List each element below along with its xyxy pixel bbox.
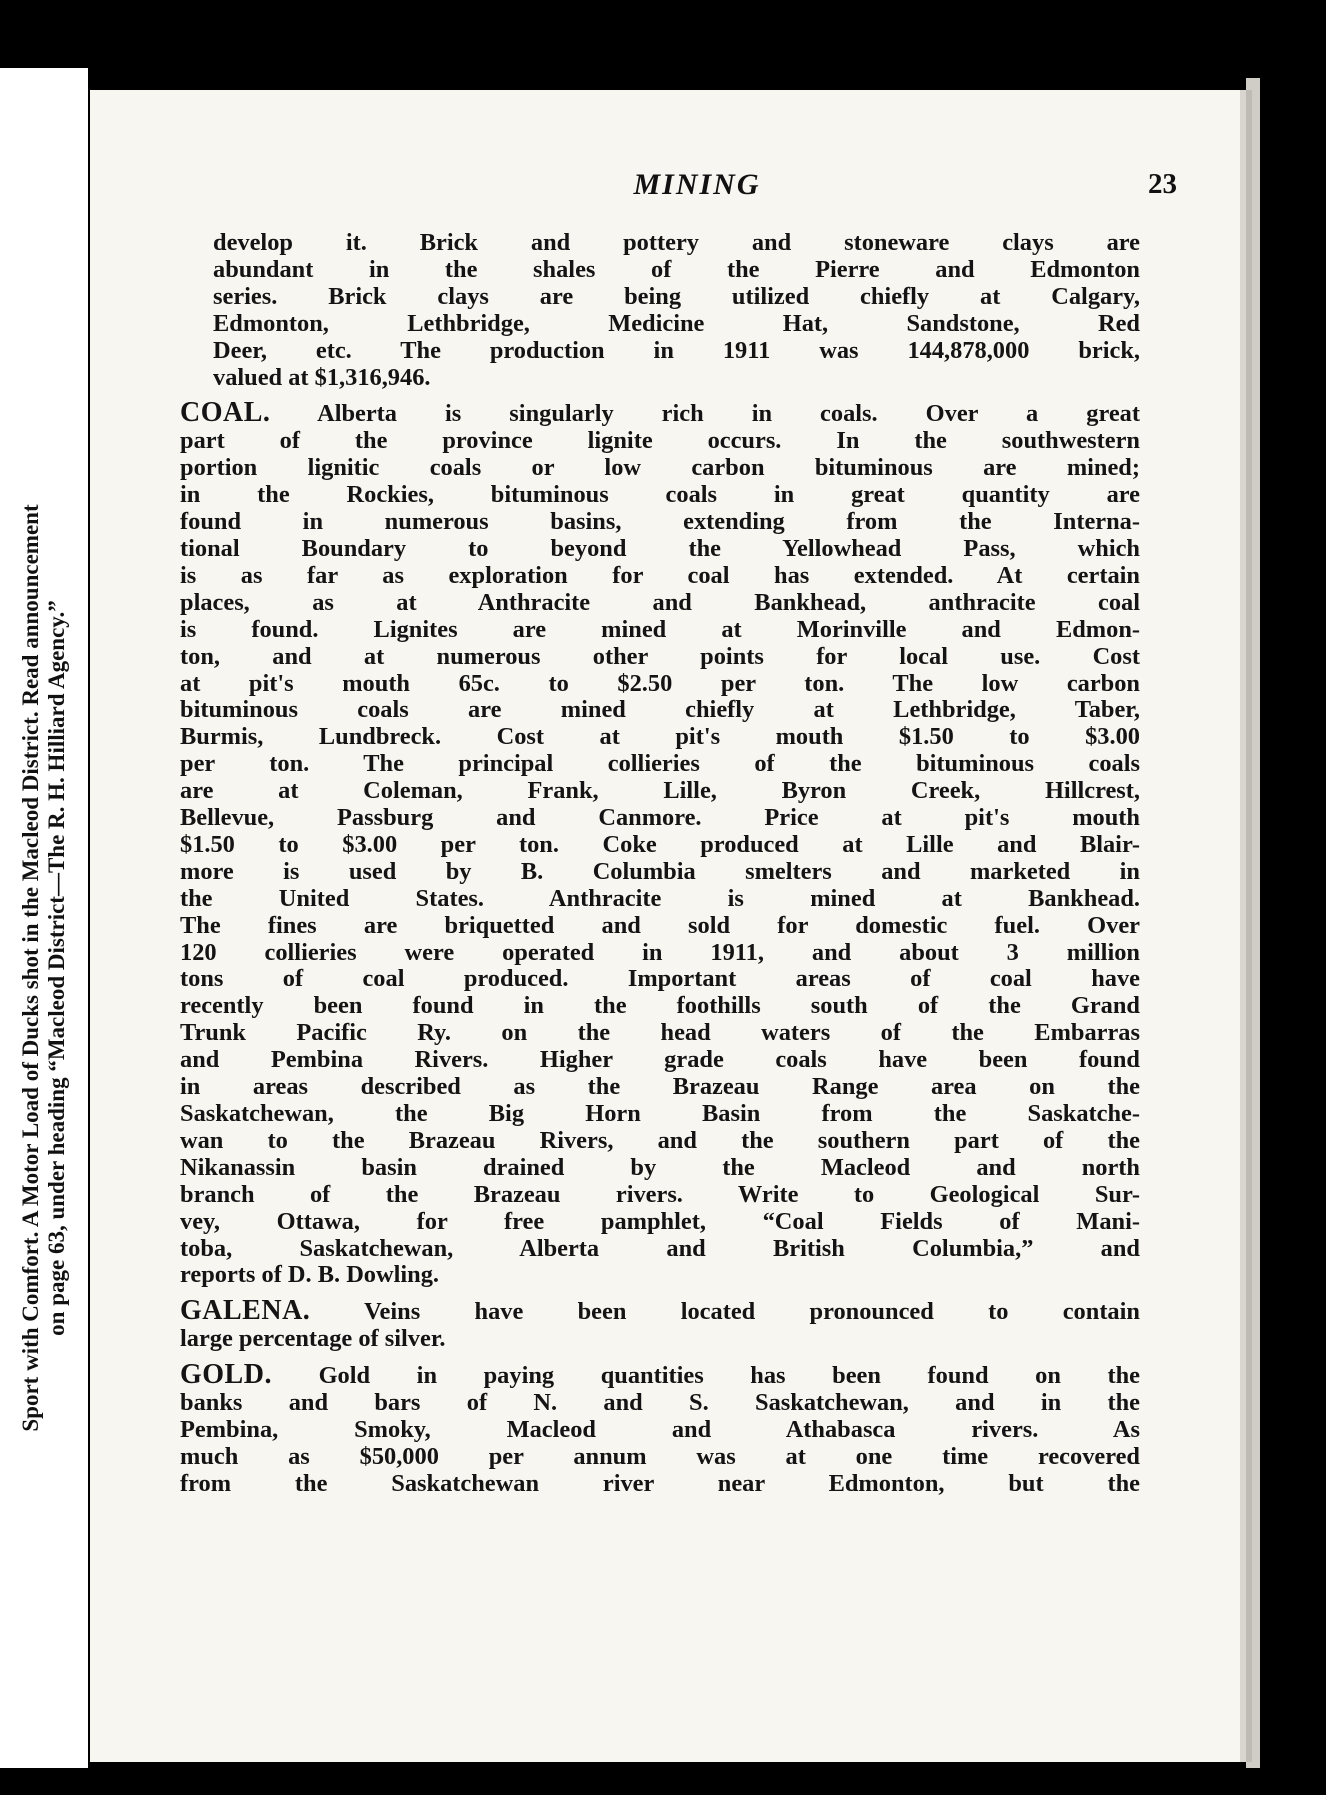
text-line: Deer, etc. The production in 1911 was 144,878,000 brick, bbox=[213, 336, 1140, 364]
page-header bbox=[217, 168, 1177, 208]
text-line: Nikanassin basin drained by the Macleod and north bbox=[180, 1153, 1140, 1181]
text-line: is as far as exploration for coal has extended. At certain bbox=[180, 561, 1140, 589]
text-line bbox=[180, 397, 1140, 429]
text-line: $1.50 to $3.00 per ton. Coke produced at Lille and Blair- bbox=[180, 830, 1140, 858]
side-ad-line-2: on page 63, under heading “Macleod District—The R. H. Hilliard Agency.” bbox=[44, 600, 69, 1336]
text-line: Edmonton, Lethbridge, Medicine Hat, Sandstone, Red bbox=[213, 309, 1140, 337]
text-line: Trunk Pacific Ry. on the head waters of the Embarras bbox=[180, 1019, 1140, 1047]
text-line: Pembina, Smoky, Macleod and Athabasca rivers. As bbox=[180, 1415, 1140, 1443]
text-line: develop it. Brick and pottery and stoneware clays are bbox=[213, 229, 1140, 256]
page-number: 23 bbox=[1148, 168, 1177, 200]
text-line: are at Coleman, Frank, Lille, Byron Creek, Hillcrest, bbox=[180, 777, 1140, 805]
entries-list bbox=[180, 397, 1140, 1497]
text-line: tional Boundary to beyond the Yellowhead Pass, which bbox=[180, 534, 1140, 562]
text-line: part of the province lignite occurs. In the southwestern bbox=[180, 427, 1140, 455]
book-page bbox=[90, 90, 1240, 1762]
side-advertisement bbox=[18, 218, 70, 1718]
text-line: tons of coal produced. Important areas of coal have bbox=[180, 965, 1140, 993]
text-line: more is used by B. Columbia smelters and marketed in bbox=[180, 857, 1140, 885]
entry-text: Alberta is singularly rich in coals. Over a great bbox=[317, 400, 1140, 428]
text-line: from the Saskatchewan river near Edmonton, but the bbox=[180, 1469, 1140, 1497]
text-line: Burmis, Lundbreck. Cost at pit's mouth $1.50 to $3.00 bbox=[180, 723, 1140, 751]
text-line: in the Rockies, bituminous coals in great quantity are bbox=[180, 481, 1140, 509]
text-line bbox=[180, 1359, 1140, 1391]
text-line: large percentage of silver. bbox=[180, 1325, 446, 1353]
text-line: toba, Saskatchewan, Alberta and British Columbia,” and bbox=[180, 1234, 1140, 1262]
text-line: places, as at Anthracite and Bankhead, anthracite coal bbox=[180, 588, 1140, 616]
text-line: portion lignitic coals or low carbon bituminous are mined; bbox=[180, 454, 1140, 482]
text-line: branch of the Brazeau rivers. Write to Geological Sur- bbox=[180, 1180, 1140, 1208]
text-line: found in numerous basins, extending from the Interna- bbox=[180, 508, 1140, 536]
text-line: much as $50,000 per annum was at one time recovered bbox=[180, 1442, 1140, 1470]
entry-heading: GALENA. bbox=[180, 1295, 311, 1327]
text-line: at pit's mouth 65c. to $2.50 per ton. The low carbon bbox=[180, 669, 1140, 697]
text-line: Saskatchewan, the Big Horn Basin from the Saskatche- bbox=[180, 1100, 1140, 1127]
text-line: abundant in the shales of the Pierre and Edmonton bbox=[213, 255, 1140, 283]
text-line: the United States. Anthracite is mined at Bankhead. bbox=[180, 884, 1140, 912]
entry-paragraph bbox=[180, 1295, 1140, 1353]
text-line: reports of D. B. Dowling. bbox=[180, 1261, 440, 1289]
text-line: banks and bars of N. and S. Saskatchewan, and in the bbox=[180, 1389, 1140, 1417]
side-ad-line-1: Sport with Comfort. A Motor Load of Ducks shot in the Macleod District. Read announcement bbox=[18, 504, 43, 1432]
text-line: 120 collieries were operated in 1911, and about 3 million bbox=[180, 938, 1140, 966]
text-line: vey, Ottawa, for free pamphlet, “Coal Fields of Mani- bbox=[180, 1207, 1140, 1235]
running-title: MINING bbox=[633, 168, 761, 201]
text-line: valued at $1,316,946. bbox=[213, 363, 431, 391]
entry-heading: GOLD. bbox=[180, 1359, 272, 1391]
text-line: per ton. The principal collieries of the bituminous coals bbox=[180, 750, 1140, 778]
entry-paragraph bbox=[180, 1359, 1140, 1498]
text-line: and Pembina Rivers. Higher grade coals have been found bbox=[180, 1046, 1140, 1074]
text-line: ton, and at numerous other points for local use. Cost bbox=[180, 642, 1140, 670]
text-line: in areas described as the Brazeau Range area on the bbox=[180, 1073, 1140, 1101]
text-line: recently been found in the foothills south of the Grand bbox=[180, 992, 1140, 1020]
text-line: is found. Lignites are mined at Morinville and Edmon- bbox=[180, 615, 1140, 643]
text-line: The fines are briquetted and sold for domestic fuel. Over bbox=[180, 911, 1140, 939]
text-line bbox=[180, 1295, 1140, 1327]
entry-text: Veins have been located pronounced to contain bbox=[364, 1298, 1140, 1326]
entry-paragraph bbox=[180, 397, 1140, 1289]
page-edge bbox=[1246, 78, 1260, 1768]
text-line: bituminous coals are mined chiefly at Lethbridge, Taber, bbox=[180, 696, 1140, 724]
body-text bbox=[180, 230, 1140, 1507]
continued-paragraph bbox=[180, 230, 1140, 391]
entry-text: Gold in paying quantities has been found on the bbox=[318, 1362, 1140, 1390]
facing-page-strip bbox=[0, 68, 88, 1768]
text-line: Bellevue, Passburg and Canmore. Price at pit's mouth bbox=[180, 804, 1140, 832]
text-line: wan to the Brazeau Rivers, and the southern part of the bbox=[180, 1126, 1140, 1154]
entry-heading: COAL. bbox=[180, 397, 271, 429]
text-line: series. Brick clays are being utilized chiefly at Calgary, bbox=[213, 282, 1140, 310]
